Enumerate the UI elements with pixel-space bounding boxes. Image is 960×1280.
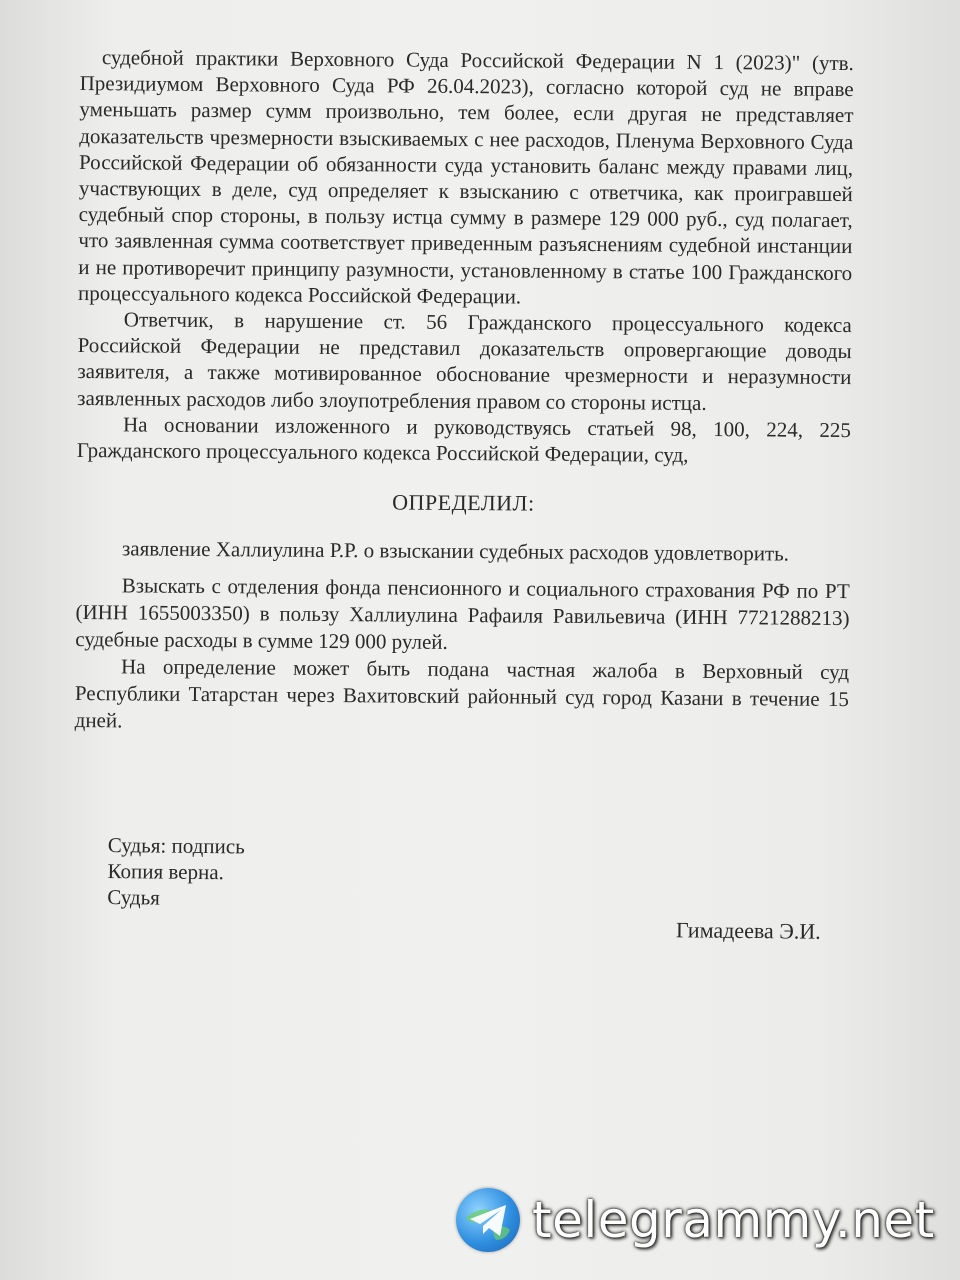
signature-line-2: Копия верна.: [107, 858, 224, 885]
judge-name: Гимадеева Э.И.: [675, 917, 821, 944]
ruling-heading: ОПРЕДЕЛИЛ:: [392, 489, 535, 516]
resolution-item-1: заявление Халлиулина Р.Р. о взыскании судебных расходов удовлетворить.: [121, 536, 790, 567]
watermark: [456, 1184, 935, 1256]
resolution-section: [75, 535, 851, 740]
resolution-item-3: На определение может быть подана частная жалоба в Верховный суд Республики Татарстан через Вахитовский районный суд город Казани в течение 15 дней.: [74, 654, 850, 733]
watermark-text: telegrammy.net: [532, 1191, 935, 1249]
paragraph-defendant: Ответчик, в нарушение ст. 56 Гражданского процессуального кодекса Российской Федерации не представил доказательств опровергающие доводы заявителя, а также мотивированное обоснование чрезмерности и неразумности заявленных расходов либо злоупотребления правом со стороны истца.: [77, 307, 852, 415]
signature-line-3: Судья: [107, 884, 161, 910]
signature-line-1: Судья: подпись: [107, 832, 245, 859]
signature-block: [107, 832, 245, 911]
paragraph-basis: На основании изложенного и руководствуясь статьей 98, 100, 224, 225 Гражданского процессуального кодекса Российской Федерации, суд,: [76, 412, 852, 467]
resolution-item-2: Взыскать с отделения фонда пенсионного и социального страхования РФ по РТ (ИНН 1655003350) в пользу Халлиулина Рафаиля Равильевича (ИНН 7721288213) судебные расходы в сумме 129 000 рулей.: [75, 573, 850, 655]
telegram-globe-icon: [456, 1188, 520, 1252]
document-body: [75, 44, 854, 741]
paragraph-top: судебной практики Верховного Суда Российской Федерации N 1 (2023)" (утв. Президиумом Верховного Суда РФ 26.04.2023), согласно которой суд не вправе уменьшать размер сумм произвольно, тем более, если другая не представляет доказательств чрезмерности взыскиваемых с нее расходов, Пленума Верховного Суда Российской Федерации об обязанности суда установить баланс между правами лиц, участвующих в деле, суд определяет к взысканию с ответчика, как проигравшей судебный спор стороны, в пользу истца сумму в размере 129 000 руб., суд полагает, что заявленная сумма соответствует приведенным разъяснениям судебной инстанции и не противоречит принципу разумности, установленному в статье 100 Гражданского процессуального кодекса Российской Федерации.: [77, 45, 854, 309]
